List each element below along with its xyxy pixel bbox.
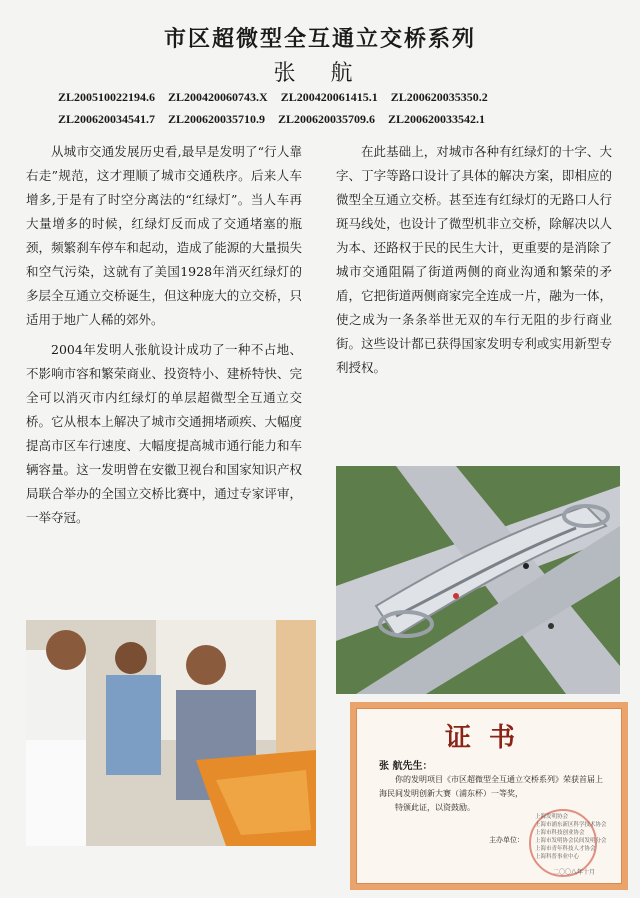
patent-number: ZL200620034541.7 [58,112,156,126]
patent-number: ZL200620035350.2 [390,90,488,104]
patent-number: ZL200420060743.X [168,90,268,104]
patent-number: ZL200620035710.9 [168,112,266,126]
org-line: 上海市浦东新区科学技术协会 [535,822,607,828]
patent-number: ZL200510022194.6 [58,90,156,104]
certificate-date: 二〇〇八年十月 [553,869,596,876]
org-line: 上海市发明协会民间发明分会 [535,838,607,844]
org-line: 上海市青年科技人才协会 [535,846,596,852]
patent-number: ZL200420061415.1 [280,90,378,104]
patent-number: ZL200620033542.1 [388,112,486,126]
certificate-line: 特颁此证，以资鼓励。 [395,803,475,812]
org-line: 上海市科技创业协会 [535,830,585,836]
right-column-text [336,140,612,386]
left-column-text [26,140,302,536]
certificate-orgs [535,813,607,861]
patent-list [58,86,598,130]
paragraph: 从城市交通发展历史看,最早是发明了“行人靠右走”规范，这才理顺了城市交通秩序。后来人车增多,于是有了时空分离法的“红绿灯”。当人车再大量增多的时候，红绿灯反而成了交通堵塞的瓶颈，频繁刹车停车和起动，造成了能源的大量损失和空气污染，这就有了美国1928年消灭红绿灯的多层全互通立交桥诞生，但这种庞大的立交桥，只适用于地广人稀的郊外。 [26,144,302,327]
award-certificate [350,702,628,890]
certificate-greeting: 张 航先生： [379,761,433,772]
certificate-line: 你的发明项目《市区超微型全互通立交桥系列》荣获首届上海民间发明创新大赛（浦东杯）一等奖， [379,775,603,798]
certificate-body [379,773,609,815]
org-line: 上海科普事业中心 [535,854,580,860]
org-line: 上海发明协会 [535,814,569,820]
patent-number: ZL200620035709.6 [278,112,376,126]
author-name: 张 航 [273,61,367,86]
certificate-panel [356,708,622,884]
inventor-photo [26,620,316,846]
page-title: 市区超微型全互通立交桥系列 [163,26,476,52]
certificate-sign: 主办单位： [489,836,524,844]
certificate-title: 证书 [444,723,533,753]
paragraph: 2004年发明人张航设计成功了一种不占地、不影响市容和繁荣商业、投资特小、建桥特快、完全可以消灭市内红绿灯的单层超微型全互通立交桥。它从根本上解决了城市交通拥堵顽疾、大幅度提高市区车行速度、大幅度提高城市通行能力和车辆容量。这一发明曾在安徽卫视台和国家知识产权局联合举办的全国立交桥比赛中，通过专家评审，一举夺冠。 [26,342,302,525]
overpass-rendering-image [336,466,620,694]
paragraph: 在此基础上，对城市各种有红绿灯的十字、大字、丁字等路口设计了具体的解决方案，即相应的微型全互通立交桥。甚至连有红绿灯的无路口人行斑马线处，也设计了微型机非立交桥，除解决以人为本、还路权于民的民生大计，更重要的是消除了城市交通阻隔了街道两侧的商业沟通和繁荣的矛盾，它把街道两侧商家完全连成一片，融为一体，使之成为一条条举世无双的车行无阻的步行商业街。这些设计都已获得国家发明专利或实用新型专利授权。 [336,144,612,375]
